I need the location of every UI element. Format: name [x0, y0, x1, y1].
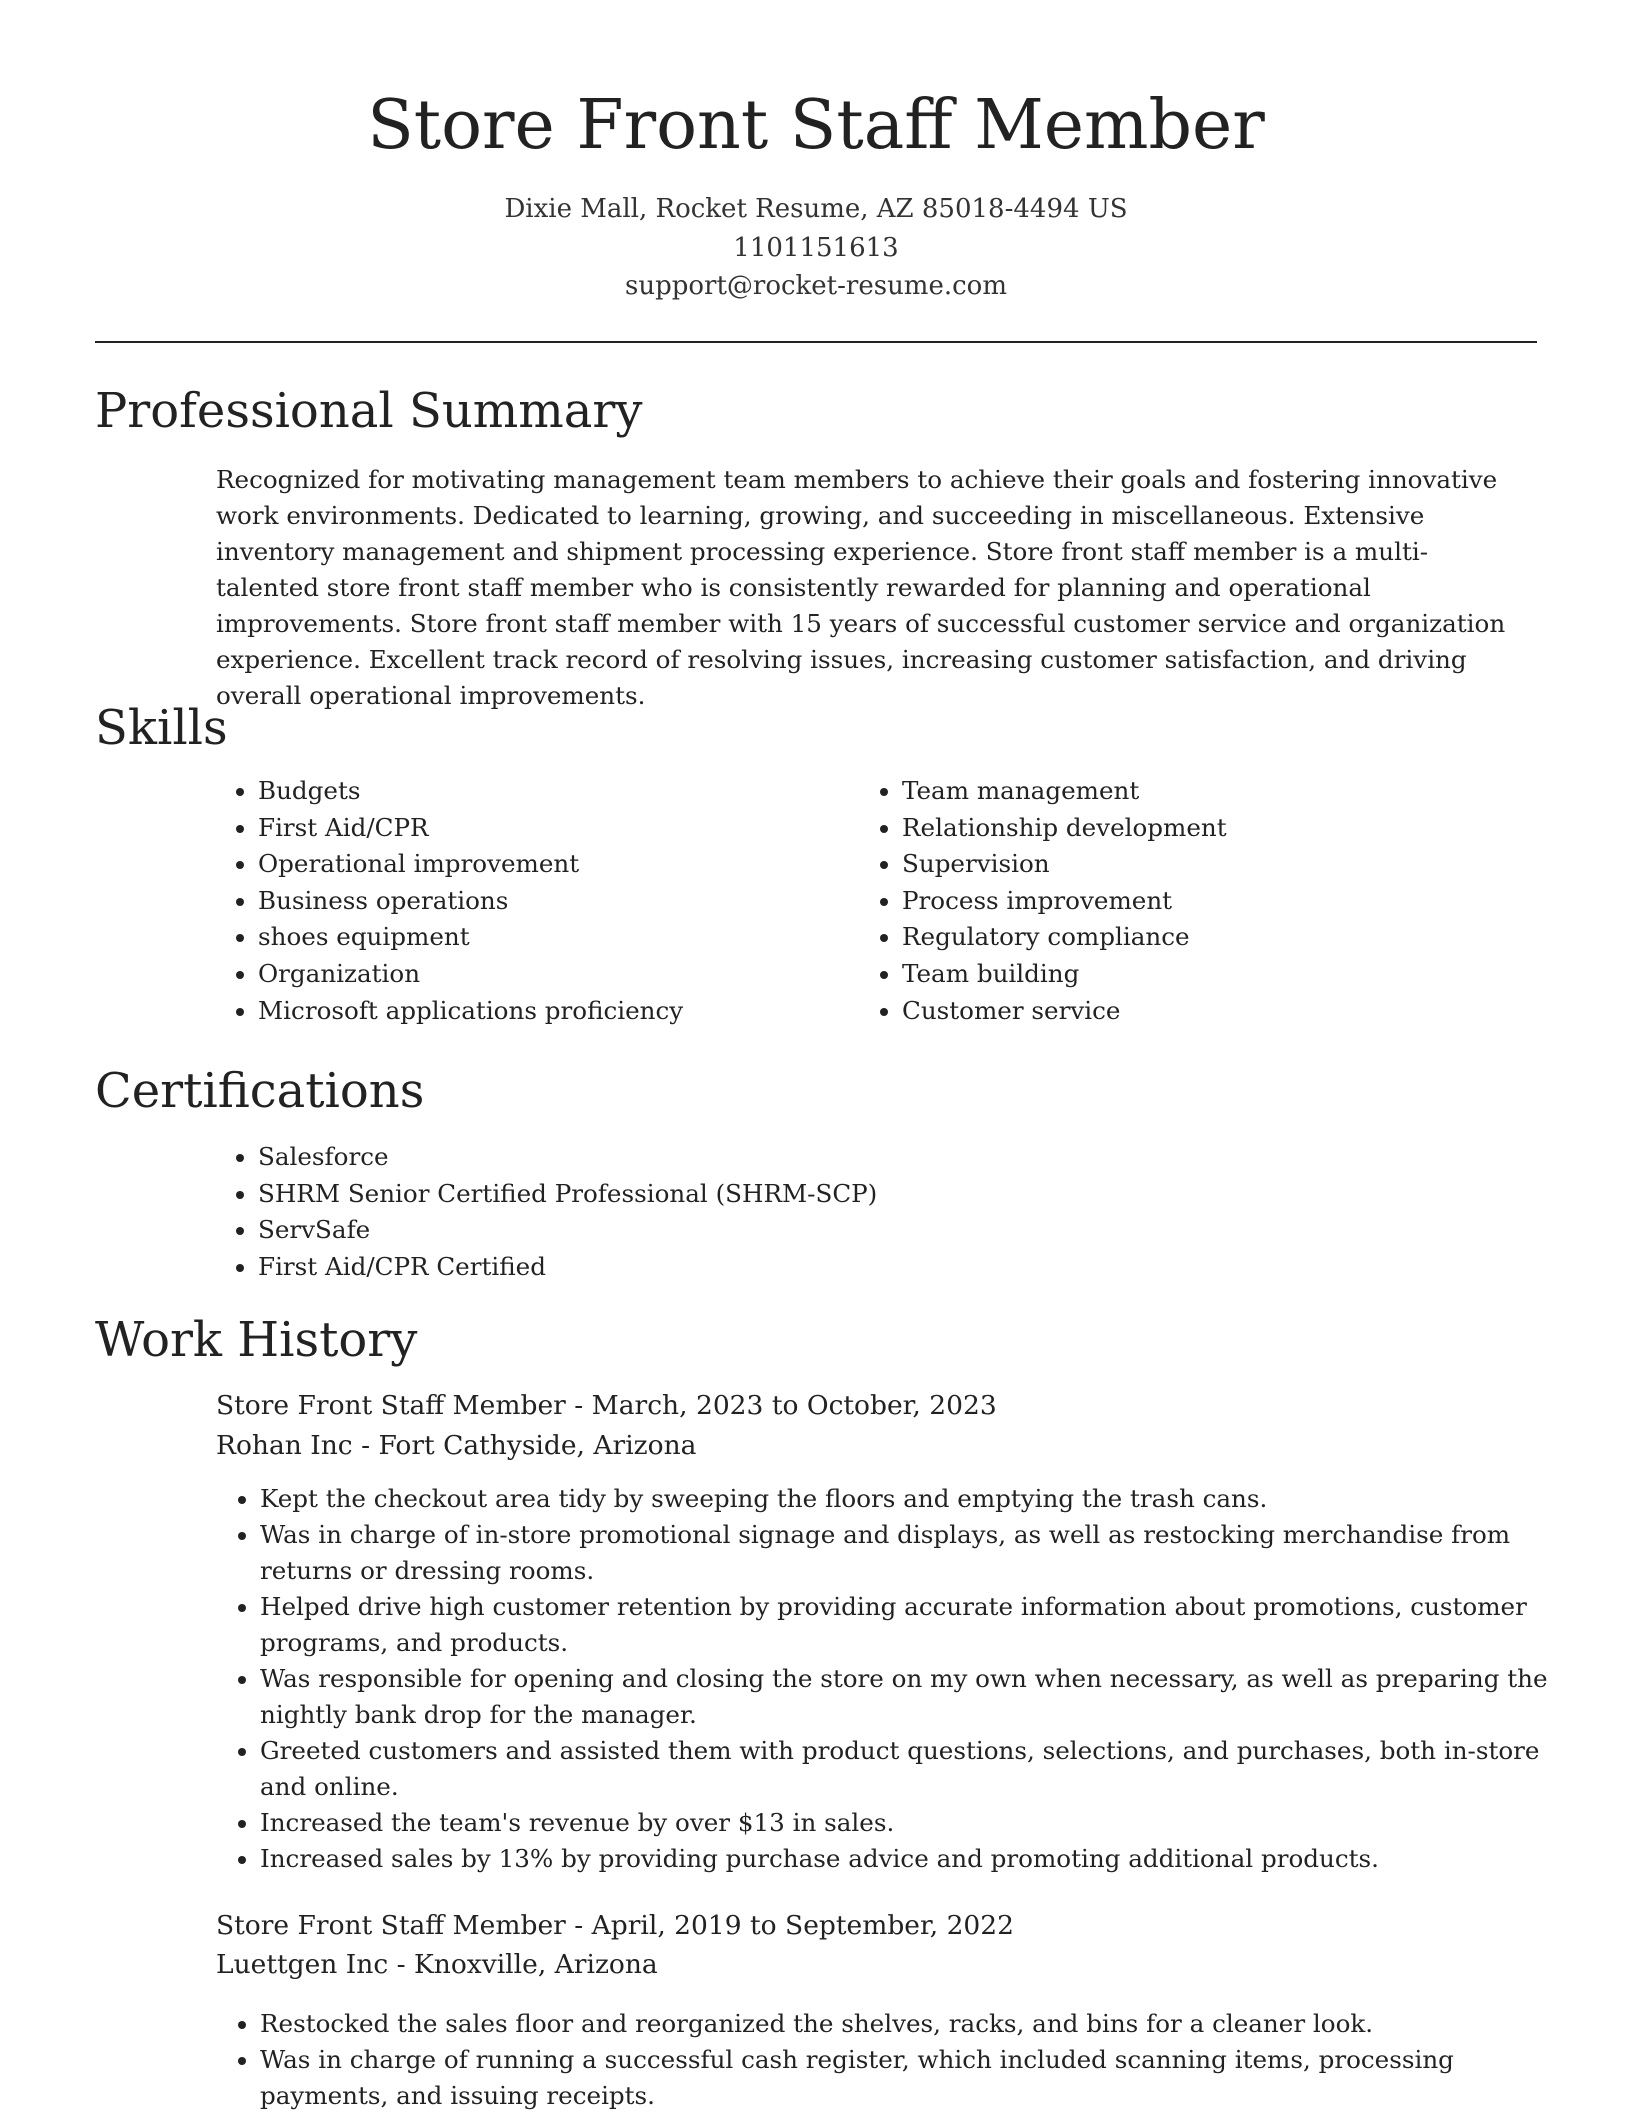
job-title: Store Front Staff Member [216, 1390, 566, 1421]
skill-item: • Relationship development [902, 810, 1502, 847]
job-bullet: • Was responsible for opening and closing the store on my own when necessary, as well as preparing the nightly bank drop for the manager. [260, 1661, 1580, 1733]
contact-email: support@rocket-resume.com [624, 271, 1007, 301]
skill-item: • Team management [902, 773, 1502, 810]
skill-item: • First Aid/CPR [258, 810, 818, 847]
skill-item: • Operational improvement [258, 846, 818, 883]
contact-address: Dixie Mall, Rocket Resume, AZ 85018-4494 US [504, 194, 1128, 224]
job-1-bullets [216, 1481, 1580, 1877]
certification-item: • SHRM Senior Certified Professional (SHRM-SCP) [258, 1176, 1258, 1213]
job-bullet: • Was in charge of running a successful cash register, which included scanning items, processing payments, and issuing receipts. [260, 2042, 1580, 2114]
skill-item: • Regulatory compliance [902, 919, 1502, 956]
certification-item: • First Aid/CPR Certified [258, 1249, 1258, 1286]
skill-item: • Microsoft applications proficiency [258, 993, 818, 1030]
header-divider [95, 341, 1537, 343]
work-history-heading: Work History [95, 1312, 418, 1368]
job-bullet: • Increased sales by 13% by providing purchase advice and promoting additional products. [260, 1841, 1580, 1877]
job-bullet: • Kept the checkout area tidy by sweeping the floors and emptying the trash cans. [260, 1481, 1580, 1517]
skill-item: • Business operations [258, 883, 818, 920]
skill-item: • Process improvement [902, 883, 1502, 920]
skill-item: • Supervision [902, 846, 1502, 883]
job-bullet: • Helped drive high customer retention by providing accurate information about promotions, customer programs, and products. [260, 1589, 1580, 1661]
contact-phone: 1101151613 [733, 233, 899, 263]
certification-item: • Salesforce [258, 1139, 1258, 1176]
job-1-company-line [216, 1426, 696, 1466]
job-dates: - March, 2023 to October, 2023 [565, 1390, 997, 1421]
job-2-bullets [216, 2006, 1580, 2114]
job-1-title-line [216, 1386, 997, 1426]
resume-title: Store Front Staff Member [367, 86, 1265, 165]
skill-item: • Team building [902, 956, 1502, 993]
job-bullet: • Was in charge of in-store promotional signage and displays, as well as restocking merchandise from returns or dressing rooms. [260, 1517, 1580, 1589]
summary-text: Recognized for motivating management team members to achieve their goals and fostering innovative work environments. Dedicated to learning, growing, and succeeding in miscellaneous. Extensive inventory management and shipment processing experience. Store front staff member is a multi-talented store front staff member who is consistently rewarded for planning and operational improvements. Store front staff member with 15 years of successful customer service and organization experience. Excellent track record of resolving issues, increasing customer satisfaction, and driving overall operational improvements. [216, 465, 1506, 710]
skill-item: • shoes equipment [258, 919, 818, 956]
job-dates: - April, 2019 to September, 2022 [565, 1910, 1015, 1941]
job-bullet: • Greeted customers and assisted them with product questions, selections, and purchases, both in-store and online. [260, 1733, 1580, 1805]
skill-item: • Organization [258, 956, 818, 993]
skills-list-right [858, 773, 1502, 1029]
summary-heading: Professional Summary [95, 383, 643, 439]
skills-list-left [214, 773, 818, 1029]
job-2-company-line [216, 1945, 658, 1985]
job-location: - Fort Cathyside, Arizona [352, 1430, 697, 1461]
job-company: Rohan Inc [216, 1430, 353, 1461]
job-bullet: • Increased the team's revenue by over $13 in sales. [260, 1805, 1580, 1841]
certifications-list [214, 1139, 1258, 1285]
skill-item: • Budgets [258, 773, 818, 810]
skill-item: • Customer service [902, 993, 1502, 1030]
skills-heading: Skills [95, 700, 228, 756]
job-2-title-line [216, 1906, 1014, 1946]
certifications-heading: Certifications [95, 1063, 425, 1119]
job-location: - Knoxville, Arizona [388, 1949, 658, 1980]
job-company: Luettgen Inc [216, 1949, 389, 1980]
job-bullet: • Restocked the sales floor and reorganized the shelves, racks, and bins for a cleaner look. [260, 2006, 1580, 2042]
certification-item: • ServSafe [258, 1212, 1258, 1249]
job-title: Store Front Staff Member [216, 1910, 566, 1941]
